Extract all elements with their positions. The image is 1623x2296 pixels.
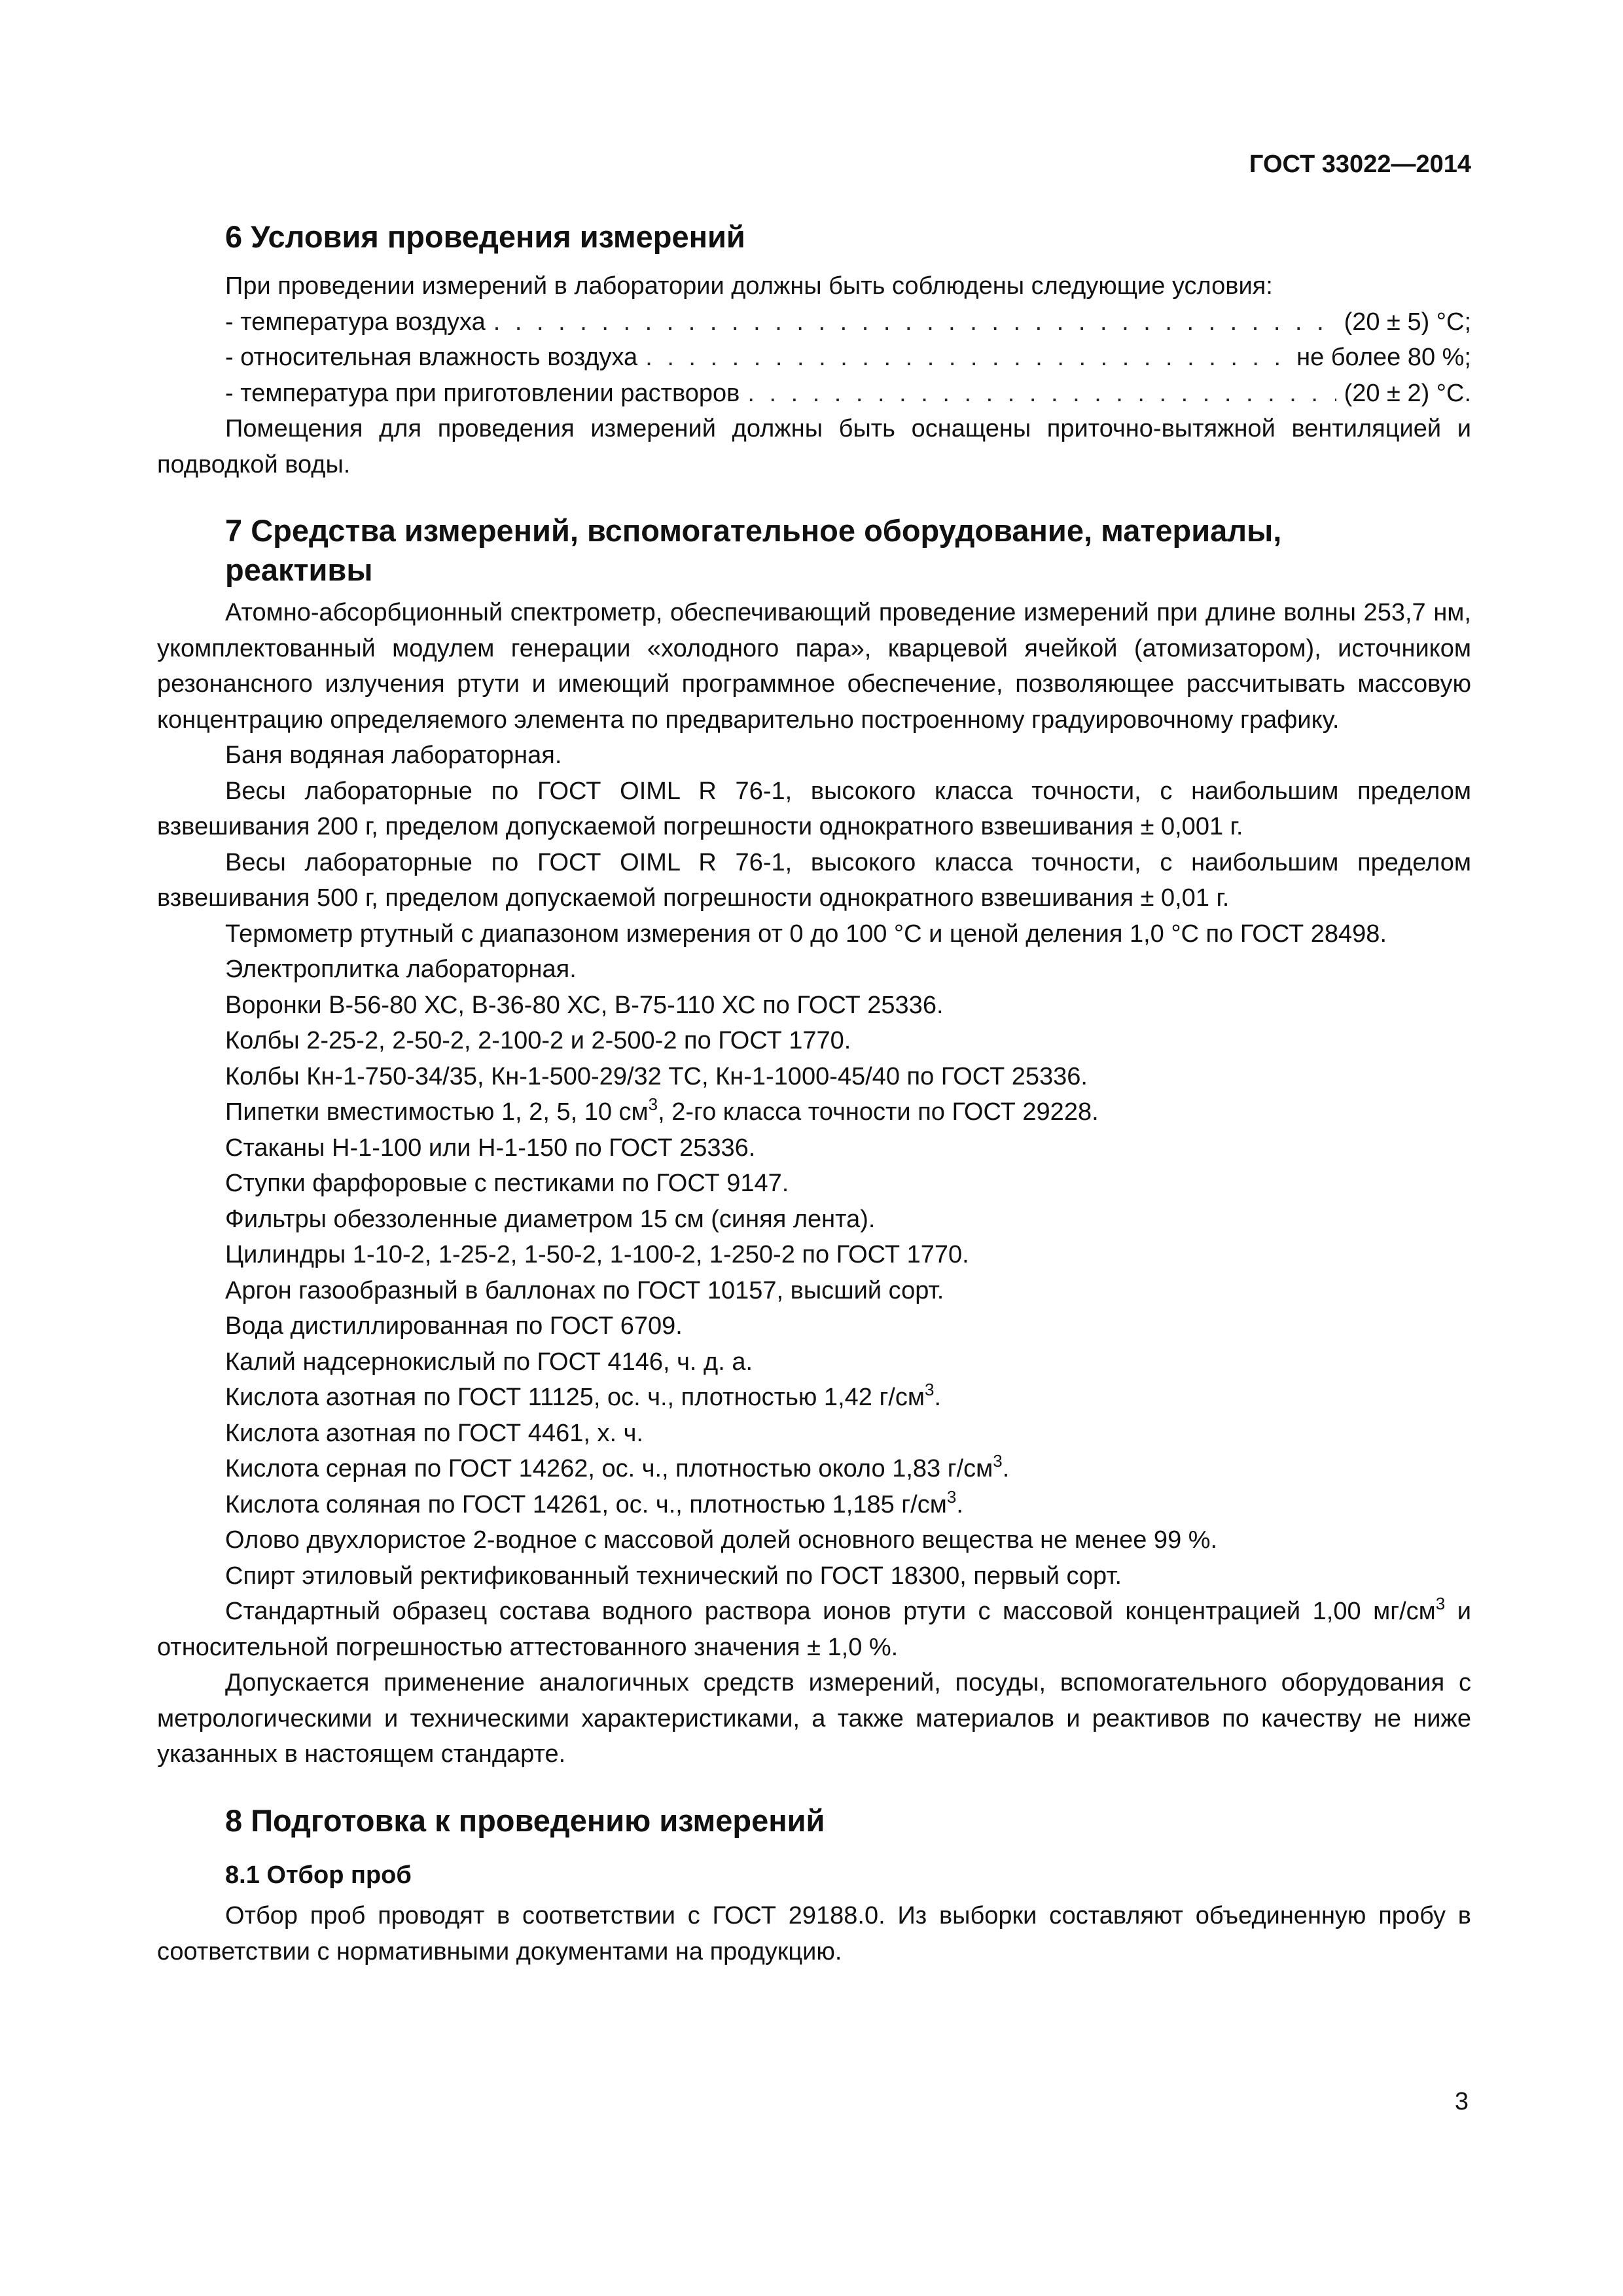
list-item: Атомно-абсорбционный спектрометр, обеспечивающий проведение измерений при длине волны 253,7 нм, укомплектованный модулем генерации «холодного пара», кварцевой ячейкой (атомизатором), источником резонансного излучения ртути и имеющий программное обеспечение, позволяющее рассчитывать массовую концентрацию определяемого элемента по предварительно построенному градуировочному графику. — [157, 599, 1471, 734]
section-7-title-line1: 7 Средства измерений, вспомогательное оборудование, материалы, — [225, 513, 1282, 548]
text-part: , 2-го класса точности по ГОСТ 29228. — [658, 1098, 1099, 1126]
text-part: и относительной погрешностью аттестованного значения ± 1,0 %. — [157, 1598, 1471, 1661]
list-item-standard-sample — [157, 1594, 1471, 1665]
condition-humidity — [157, 340, 1471, 376]
premises-paragraph: Помещения для проведения измерений должны быть оснащены приточно-вытяжной вентиляцией и подводкой воды. — [157, 415, 1471, 478]
condition-air-temperature — [157, 304, 1471, 340]
section-6-title: 6 Условия проведения измерений — [225, 219, 745, 254]
list-item: Весы лабораторные по ГОСТ OIML R 76-1, высокого класса точности, с наибольшим пределом взвешивания 200 г, пределом допускаемой погрешности однократного взвешивания ± 0,001 г. — [157, 777, 1471, 840]
list-item: Фильтры обеззоленные диаметром 15 см (синяя лента). — [225, 1205, 876, 1233]
list-item: Весы лабораторные по ГОСТ OIML R 76-1, высокого класса точности, с наибольшим пределом взвешивания 500 г, пределом допускаемой погрешности однократного взвешивания ± 0,01 г. — [157, 848, 1471, 912]
condition-label: - температура воздуха — [225, 308, 486, 336]
text-part: Кислота серная по ГОСТ 14262, ос. ч., плотностью около 1,83 г/см — [225, 1455, 993, 1482]
list-item: Баня водяная лабораторная. — [225, 742, 562, 769]
condition-label: - относительная влажность воздуха — [225, 344, 638, 371]
list-item: Электроплитка лабораторная. — [225, 956, 577, 983]
document-code: ГОСТ 33022—2014 — [1249, 151, 1471, 178]
condition-value: (20 ± 2) °С. — [1344, 379, 1471, 407]
list-item: Ступки фарфоровые с пестиками по ГОСТ 9147. — [225, 1170, 789, 1197]
subsection-8-1-title: 8.1 Отбор проб — [225, 1861, 412, 1889]
leader-dots — [645, 340, 1289, 376]
text-part: . — [934, 1384, 942, 1411]
superscript: 3 — [648, 1094, 658, 1114]
conditions-intro: При проведении измерений в лаборатории должны быть соблюдены следующие условия: — [225, 272, 1273, 300]
text-part: Стандартный образец состава водного раствора ионов ртути с массовой концентрацией 1,00 мг/см — [225, 1598, 1436, 1625]
superscript: 3 — [1435, 1594, 1446, 1613]
list-item: Олово двухлористое 2-водное с массовой долей основного вещества не менее 99 %. — [225, 1526, 1218, 1554]
leader-dots — [747, 376, 1336, 412]
list-item: Спирт этиловый ректификованный технический по ГОСТ 18300, первый сорт. — [225, 1562, 1122, 1590]
leader-dots — [493, 304, 1336, 340]
list-item: Стаканы Н-1-100 или Н-1-150 по ГОСТ 25336. — [225, 1134, 756, 1162]
page-number: 3 — [1454, 2088, 1469, 2115]
text-part: . — [956, 1490, 963, 1518]
text-part: . — [1002, 1455, 1010, 1482]
condition-solution-temperature — [157, 376, 1471, 412]
text-part: Кислота соляная по ГОСТ 14261, ос. ч., плотностью 1,185 г/см — [225, 1490, 947, 1518]
list-item-pipettes — [157, 1094, 1471, 1130]
list-item-nitric-acid-2: Кислота азотная по ГОСТ 4461, х. ч. — [225, 1419, 643, 1447]
text-part: Кислота азотная по ГОСТ 11125, ос. ч., плотностью 1,42 г/см — [225, 1384, 925, 1411]
condition-label: - температура при приготовлении растворов — [225, 379, 740, 407]
list-item: Термометр ртутный с диапазоном измерения от 0 до 100 °С и ценой деления 1,0 °С по ГОСТ 28498. — [225, 920, 1387, 948]
list-item-sulfuric-acid — [157, 1451, 1471, 1487]
list-item-hydrochloric-acid — [157, 1487, 1471, 1523]
superscript: 3 — [925, 1380, 935, 1399]
list-item-nitric-acid-1 — [157, 1380, 1471, 1416]
list-item: Воронки В-56-80 ХС, В-36-80 ХС, В-75-110 ХС по ГОСТ 25336. — [225, 991, 944, 1019]
section-8-title: 8 Подготовка к проведению измерений — [225, 1803, 825, 1838]
text-part: Пипетки вместимостью 1, 2, 5, 10 см — [225, 1098, 649, 1126]
sampling-paragraph: Отбор проб проводят в соответствии с ГОСТ 29188.0. Из выборки составляют объединенную пробу в соответствии с нормативными документами на продукцию. — [157, 1902, 1471, 1965]
section-7-title-line2: реактивы — [225, 552, 373, 587]
list-item: Вода дистиллированная по ГОСТ 6709. — [225, 1312, 683, 1340]
condition-value: не более 80 %; — [1296, 344, 1471, 371]
allowance-paragraph: Допускается применение аналогичных средств измерений, посуды, вспомогательного оборудования с метрологическими и техническими характеристиками, а также материалов и реактивов по качеству не ниже указанных в настоящем стандарте. — [157, 1669, 1471, 1768]
page-content — [157, 217, 1471, 1969]
equipment-list — [157, 595, 1471, 1772]
list-item: Калий надсернокислый по ГОСТ 4146, ч. д. а. — [225, 1348, 753, 1376]
superscript: 3 — [993, 1451, 1003, 1471]
list-item: Аргон газообразный в баллонах по ГОСТ 10157, высший сорт. — [225, 1276, 944, 1304]
superscript: 3 — [946, 1486, 957, 1507]
list-item: Колбы 2-25-2, 2-50-2, 2-100-2 и 2-500-2 по ГОСТ 1770. — [225, 1027, 851, 1054]
list-item: Цилиндры 1-10-2, 1-25-2, 1-50-2, 1-100-2, 1-250-2 по ГОСТ 1770. — [225, 1241, 969, 1268]
list-item: Колбы Кн-1-750-34/35, Кн-1-500-29/32 ТС, Кн-1-1000-45/40 по ГОСТ 25336. — [225, 1062, 1088, 1090]
condition-value: (20 ± 5) °С; — [1344, 308, 1471, 336]
section-7-title — [157, 511, 1471, 590]
